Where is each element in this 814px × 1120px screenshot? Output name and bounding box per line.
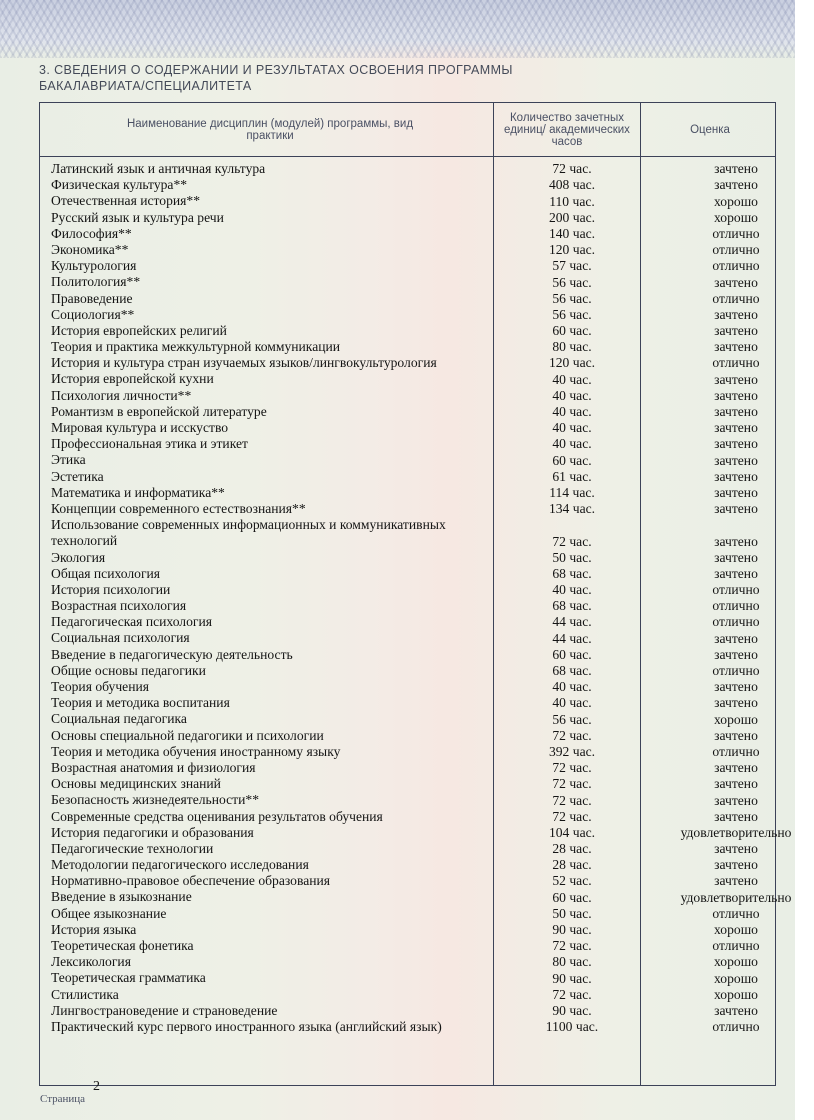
discipline-grade: зачтено (714, 841, 758, 857)
discipline-hours: 80 час. (552, 339, 592, 355)
discipline-hours: 72 час. (552, 938, 592, 954)
table-body (51, 161, 792, 1035)
table-row (51, 922, 776, 938)
discipline-hours: 28 час. (552, 857, 592, 873)
discipline-name: Теория и методика воспитания (51, 695, 230, 711)
discipline-grade: зачтено (714, 808, 758, 824)
discipline-name: Экология (51, 549, 106, 565)
discipline-grade: зачтено (714, 565, 758, 581)
table-row (51, 792, 776, 808)
discipline-name: Эстетика (51, 468, 104, 484)
discipline-grade: хорошо (714, 986, 758, 1002)
discipline-hours: 40 час. (552, 371, 592, 387)
table-row (51, 614, 776, 630)
column-header-discipline: Наименование дисциплин (модулей) программы, вид практики (126, 117, 414, 142)
discipline-hours: 56 час. (552, 306, 592, 322)
discipline-hours: 40 час. (552, 695, 592, 711)
discipline-name: Практический курс первого иностранного языка (английский язык) (51, 1018, 442, 1034)
discipline-hours: 68 час. (552, 663, 592, 679)
discipline-name: Экономика** (51, 241, 129, 257)
discipline-name: История европейской кухни (51, 371, 214, 387)
discipline-name: Педагогические технологии (51, 840, 214, 856)
discipline-hours: 50 час. (552, 549, 592, 565)
discipline-grade: зачтено (714, 371, 758, 387)
discipline-grade: отлично (712, 290, 760, 306)
discipline-grade: хорошо (714, 954, 758, 970)
discipline-hours: 61 час. (552, 468, 592, 484)
table-row (51, 404, 776, 420)
discipline-name: Романтизм в европейской литературе (51, 403, 267, 419)
discipline-name: Философия** (51, 225, 132, 241)
discipline-name: Политология** (51, 274, 141, 290)
discipline-grade: хорошо (714, 209, 758, 225)
discipline-hours: 40 час. (552, 582, 592, 598)
discipline-name: Профессиональная этика и этикет (51, 436, 248, 452)
discipline-grade: зачтено (714, 533, 758, 549)
discipline-name: Возрастная психология (51, 598, 187, 614)
table-row (51, 307, 776, 323)
discipline-name: Социальная педагогика (51, 711, 187, 727)
discipline-name: Лингвострановедение и страноведение (51, 1002, 278, 1018)
discipline-hours: 140 час. (548, 225, 596, 241)
table-row (51, 420, 776, 436)
table-row (51, 485, 776, 501)
table-row (51, 582, 776, 598)
table-row (51, 873, 776, 889)
table-row (51, 452, 776, 468)
discipline-name: Теория и практика межкультурной коммуникации (51, 339, 341, 355)
discipline-name: История психологии (51, 581, 171, 597)
table-row (51, 501, 776, 517)
discipline-name: История педагогики и образования (51, 824, 254, 840)
discipline-hours: 68 час. (552, 598, 592, 614)
discipline-grade: отлично (712, 582, 760, 598)
table-row (51, 258, 776, 274)
table-row (51, 695, 776, 711)
discipline-hours: 40 час. (552, 679, 592, 695)
discipline-hours: 60 час. (552, 646, 592, 662)
discipline-hours: 68 час. (552, 565, 592, 581)
discipline-grade: хорошо (714, 922, 758, 938)
column-header-hours: Количество зачетных единиц/ академических часов (504, 111, 630, 148)
table-row (51, 630, 776, 646)
discipline-hours: 134 час. (548, 501, 596, 517)
table-row (51, 711, 776, 727)
discipline-grade: зачтено (714, 436, 758, 452)
table-row (51, 1019, 776, 1035)
discipline-name: Педагогическая психология (51, 614, 212, 630)
table-row (51, 647, 776, 663)
discipline-name: Правоведение (51, 290, 133, 306)
table-row (51, 193, 776, 209)
discipline-grade: зачтено (714, 339, 758, 355)
table-row (51, 161, 776, 177)
discipline-grade: зачтено (714, 484, 758, 500)
discipline-hours: 72 час. (552, 760, 592, 776)
discipline-hours: 60 час. (552, 452, 592, 468)
discipline-name: История языка (51, 921, 137, 937)
discipline-grade: зачтено (714, 452, 758, 468)
discipline-name: Введение в педагогическую деятельность (51, 646, 293, 662)
discipline-grade: зачтено (714, 323, 758, 339)
discipline-hours: 56 час. (552, 711, 592, 727)
discipline-hours: 72 час. (552, 727, 592, 743)
table-row (51, 728, 776, 744)
discipline-hours: 60 час. (552, 323, 592, 339)
table-row (51, 436, 776, 452)
table-row (51, 954, 776, 970)
discipline-grade: отлично (712, 258, 760, 274)
discipline-hours: 72 час. (552, 986, 592, 1002)
discipline-name: Основы специальной педагогики и психологии (51, 727, 324, 743)
discipline-name: Теоретическая грамматика (51, 970, 206, 986)
discipline-grade: зачтено (714, 727, 758, 743)
table-row (51, 906, 776, 922)
discipline-hours: 40 час. (552, 404, 592, 419)
discipline-name: Методологии педагогического исследования (51, 857, 309, 873)
discipline-hours: 44 час. (552, 630, 592, 646)
discipline-grade: отлично (712, 938, 760, 954)
table-row (51, 679, 776, 695)
discipline-name: Физическая культура** (51, 177, 188, 193)
table-row (51, 274, 776, 290)
discipline-hours: 72 час. (552, 808, 592, 824)
discipline-grade: зачтено (714, 274, 758, 290)
discipline-hours: 56 час. (552, 290, 592, 306)
discipline-grade: отлично (712, 614, 760, 630)
discipline-hours: 408 час. (548, 177, 596, 193)
discipline-grade: хорошо (714, 711, 758, 727)
table-row (51, 776, 776, 792)
discipline-name: Концепции современного естествознания** (51, 500, 306, 516)
discipline-grade: хорошо (714, 970, 758, 986)
discipline-grade: отлично (712, 355, 760, 371)
discipline-grade: зачтено (714, 776, 758, 792)
table-row (51, 177, 776, 193)
discipline-hours: 120 час. (548, 242, 596, 258)
discipline-name: Мировая культура и исскуство (51, 420, 229, 435)
discipline-grade: отлично (712, 663, 760, 679)
discipline-grade: зачтено (714, 468, 758, 484)
discipline-name: Лексикология (51, 954, 131, 970)
discipline-name: Использование современных информационных и коммуникативных технологий (51, 517, 446, 549)
discipline-hours: 44 час. (552, 614, 592, 630)
discipline-hours: 104 час. (548, 824, 596, 840)
discipline-grade: зачтено (714, 792, 758, 808)
discipline-grade: зачтено (714, 695, 758, 711)
discipline-name: Отечественная история** (51, 193, 201, 209)
table-row (51, 841, 776, 857)
discipline-grade: отлично (712, 225, 760, 241)
discipline-name: Возрастная анатомия и физиология (51, 759, 256, 775)
discipline-name: Введение в языкознание (51, 889, 192, 905)
table-row (51, 566, 776, 582)
discipline-name: Общее языкознание (51, 905, 167, 921)
discipline-grade: зачтено (714, 501, 758, 517)
table-row (51, 469, 776, 485)
discipline-hours: 200 час. (548, 209, 596, 225)
table-row (51, 550, 776, 566)
table-row (51, 388, 776, 404)
discipline-hours: 90 час. (552, 1002, 592, 1018)
discipline-grade: отлично (712, 242, 760, 258)
guilloche-border (0, 0, 795, 58)
discipline-name: Нормативно-правовое обеспечение образования (51, 873, 331, 889)
discipline-name: Стилистика (51, 986, 119, 1002)
discipline-hours: 392 час. (548, 743, 596, 759)
discipline-grade: зачтено (714, 630, 758, 646)
table-row (51, 371, 776, 387)
page-number: 2 (93, 1079, 100, 1094)
discipline-hours: 60 час. (552, 889, 592, 905)
table-row (51, 970, 776, 986)
discipline-name: Психология личности** (51, 387, 192, 403)
table-row (51, 987, 776, 1003)
section-title: 3. СВЕДЕНИЯ О СОДЕРЖАНИИ И РЕЗУЛЬТАТАХ ОСВОЕНИЯ ПРОГРАММЫ БАКАЛАВРИАТА/СПЕЦИАЛИТЕТА (39, 63, 513, 93)
discipline-hours: 57 час. (552, 258, 592, 274)
table-row (51, 1003, 776, 1019)
discipline-grade: зачтено (714, 679, 758, 695)
header-divider (40, 156, 775, 157)
table-row (51, 291, 776, 307)
discipline-hours: 90 час. (552, 922, 592, 938)
discipline-hours: 28 час. (552, 841, 592, 857)
discipline-name: Социология** (51, 306, 135, 322)
discipline-grade: зачтено (714, 387, 758, 403)
table-row (51, 355, 776, 371)
discipline-grade: зачтено (714, 549, 758, 565)
discipline-grade: удовлетворительно (680, 824, 792, 840)
discipline-grade: зачтено (714, 404, 758, 419)
discipline-name: Общие основы педагогики (51, 662, 206, 678)
discipline-hours: 72 час. (552, 792, 592, 808)
discipline-hours: 90 час. (552, 970, 592, 986)
table-row (51, 339, 776, 355)
discipline-grade: отлично (712, 1019, 760, 1035)
discipline-hours: 40 час. (552, 436, 592, 452)
discipline-name: История европейских религий (51, 322, 227, 338)
discipline-grade: отлично (712, 905, 760, 921)
discipline-hours: 40 час. (552, 420, 592, 436)
discipline-grade: зачтено (714, 873, 758, 889)
discipline-hours: 52 час. (552, 873, 592, 889)
table-row (51, 824, 792, 841)
discipline-hours: 72 час. (552, 533, 592, 549)
discipline-grade: удовлетворительно (680, 889, 792, 905)
discipline-name: Теория обучения (51, 679, 150, 695)
discipline-name: Социальная психология (51, 630, 190, 646)
discipline-name: Общая психология (51, 565, 161, 581)
discipline-grade: зачтено (714, 1002, 758, 1018)
discipline-name: Безопасность жизнедеятельности** (51, 792, 259, 808)
discipline-hours: 50 час. (552, 905, 592, 921)
discipline-name: Культурология (51, 258, 137, 274)
discipline-grade: зачтено (714, 646, 758, 662)
discipline-hours: 80 час. (552, 954, 592, 970)
discipline-hours: 72 час. (552, 776, 592, 792)
discipline-grade: зачтено (714, 857, 758, 873)
table-row (51, 809, 776, 825)
table-row (51, 663, 776, 679)
table-row (51, 938, 776, 954)
discipline-hours: 110 час. (549, 193, 595, 209)
discipline-name: Теория и методика обучения иностранному языку (51, 743, 341, 759)
discipline-grade: отлично (712, 598, 760, 614)
column-header-grade: Оценка (690, 123, 730, 136)
table-row (51, 760, 776, 776)
discipline-name: История и культура стран изучаемых языков/лингвокультурология (51, 355, 437, 371)
discipline-grade: отлично (712, 743, 760, 759)
discipline-grade: зачтено (714, 177, 758, 193)
table-row (51, 323, 776, 339)
discipline-grade: зачтено (714, 420, 758, 436)
discipline-name: Теоретическая фонетика (51, 938, 194, 954)
discipline-hours: 40 час. (552, 387, 592, 403)
discipline-name: Латинский язык и античная культура (51, 161, 266, 176)
discipline-name: Этика (51, 452, 86, 468)
discipline-hours: 72 час. (552, 161, 592, 177)
table-row (51, 242, 776, 258)
page-label: Страница (40, 1093, 86, 1105)
discipline-hours: 120 час. (548, 355, 596, 371)
discipline-hours: 56 час. (552, 274, 592, 290)
discipline-hours: 1100 час. (545, 1019, 599, 1035)
discipline-grade: зачтено (714, 161, 758, 177)
discipline-hours: 114 час. (549, 484, 595, 500)
discipline-grade: зачтено (714, 306, 758, 322)
table-row (51, 857, 776, 873)
table-row (51, 210, 776, 226)
discipline-grade: хорошо (714, 193, 758, 209)
table-row (51, 517, 776, 549)
table-row (51, 598, 776, 614)
table-row (51, 744, 776, 760)
discipline-name: Основы медицинских знаний (51, 776, 221, 792)
discipline-name: Русский язык и культура речи (51, 209, 224, 225)
discipline-grade: зачтено (714, 760, 758, 776)
table-row (51, 226, 776, 242)
discipline-name: Математика и информатика** (51, 484, 225, 500)
table-row (51, 889, 792, 905)
discipline-name: Современные средства оценивания результатов обучения (51, 808, 383, 824)
